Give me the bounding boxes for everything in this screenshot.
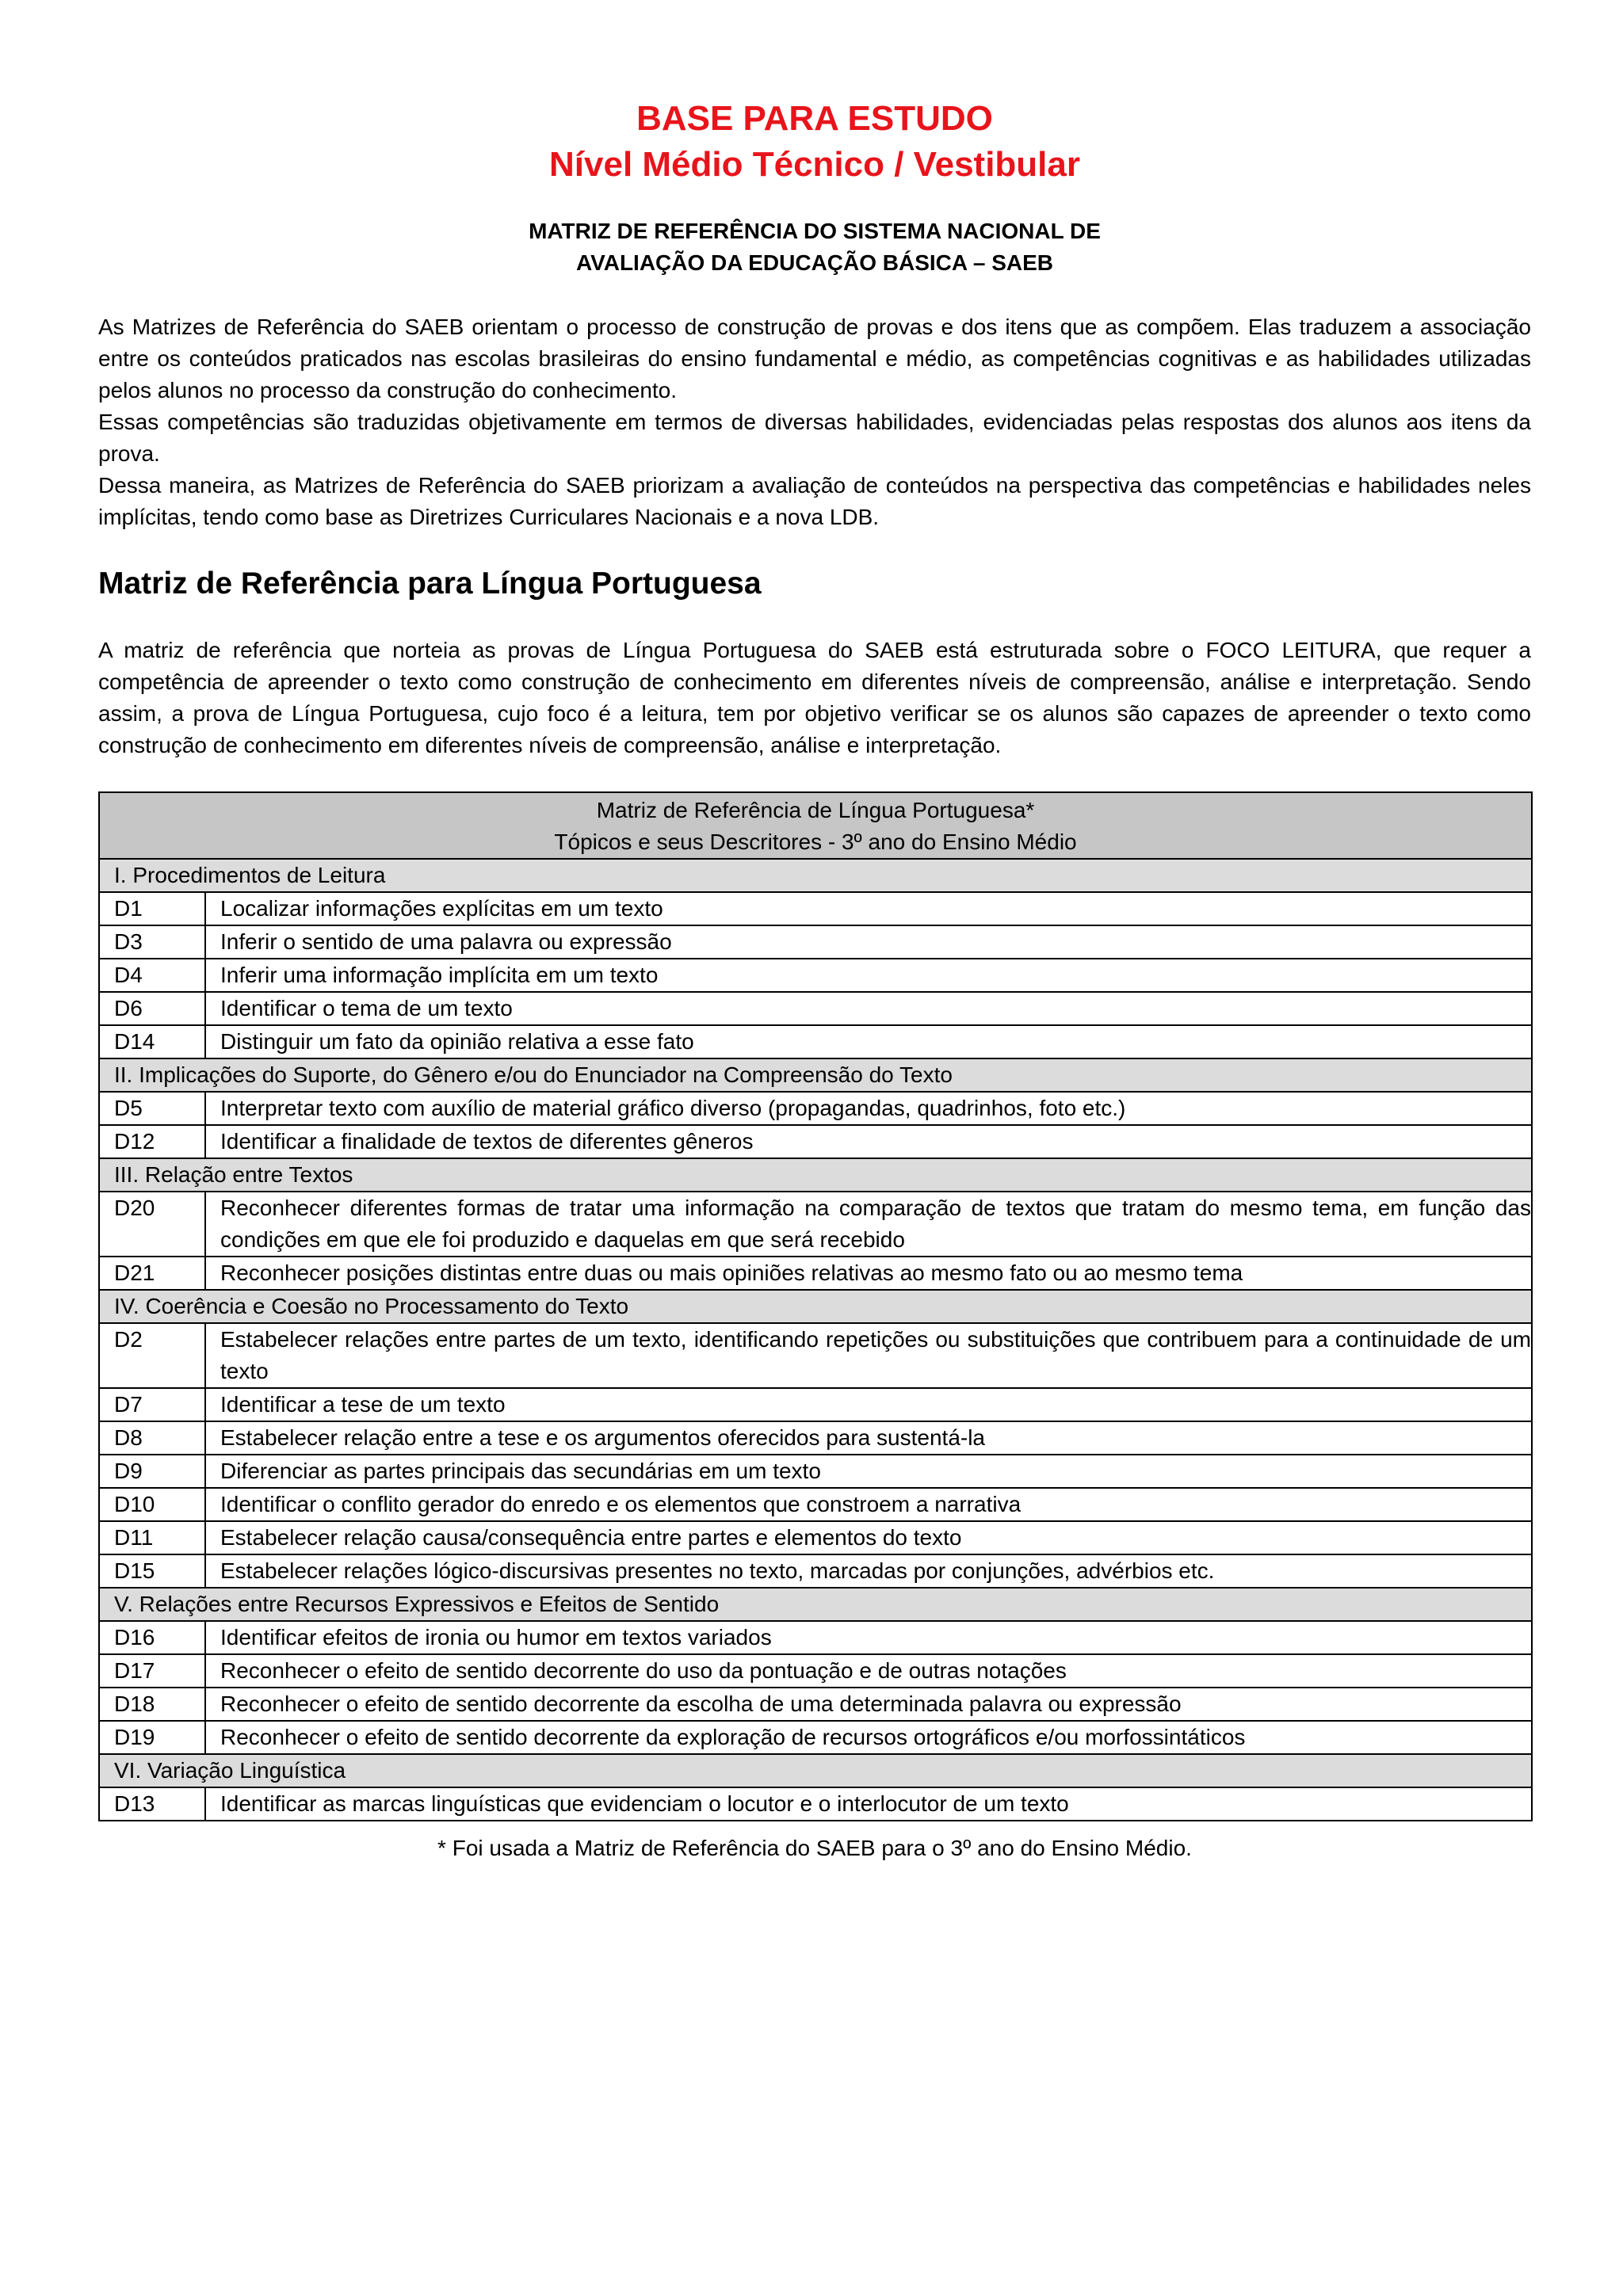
descriptor-code: D12 [99, 1125, 205, 1158]
section-heading: Matriz de Referência para Língua Portuguesa [98, 566, 762, 601]
topic-row [99, 1290, 1532, 1323]
table-row [99, 892, 1532, 925]
descriptor-code: D5 [99, 1092, 205, 1125]
descriptor-text: Reconhecer o efeito de sentido decorrente da exploração de recursos ortográficos e/ou morfossintáticos [205, 1721, 1532, 1754]
topic-title: VI. Variação Linguística [99, 1754, 1532, 1787]
descriptor-code: D10 [99, 1488, 205, 1521]
descriptor-text: Estabelecer relações entre partes de um texto, identificando repetições ou substituições que contribuem para a continuidade de um texto [205, 1323, 1532, 1388]
descriptor-code: D3 [99, 925, 205, 959]
section-paragraph: A matriz de referência que norteia as provas de Língua Portuguesa do SAEB está estruturada sobre o FOCO LEITURA, que requer a competência de apreender o texto como construção de conhecimento em diferentes níveis de compreensão, análise e interpretação. Sendo assim, a prova de Língua Portuguesa, cujo foco é a leitura, tem por objetivo verificar se os alunos são capazes de apreender o texto como construção de conhecimento em diferentes níveis de compreensão, análise e interpretação. [98, 638, 1531, 757]
topic-title: III. Relação entre Textos [99, 1158, 1532, 1192]
descriptor-text: Inferir uma informação implícita em um texto [205, 959, 1532, 992]
topic-title: IV. Coerência e Coesão no Processamento do Texto [99, 1290, 1532, 1323]
descriptor-text: Inferir o sentido de uma palavra ou expressão [205, 925, 1532, 959]
table-row [99, 1654, 1532, 1688]
descriptor-code: D9 [99, 1455, 205, 1488]
topic-title: V. Relações entre Recursos Expressivos e Efeitos de Sentido [99, 1588, 1532, 1621]
topic-row [99, 1158, 1532, 1192]
table-row [99, 1554, 1532, 1588]
table-row [99, 959, 1532, 992]
table-header-line-2: Tópicos e seus Descritores - 3º ano do Ensino Médio [554, 830, 1077, 854]
descriptor-text: Interpretar texto com auxílio de material gráfico diverso (propagandas, quadrinhos, foto etc.) [205, 1092, 1532, 1125]
table-row [99, 1455, 1532, 1488]
descriptor-text: Estabelecer relação entre a tese e os argumentos oferecidos para sustentá-la [205, 1421, 1532, 1455]
topic-row [99, 1588, 1532, 1621]
descriptor-text: Identificar o tema de um texto [205, 992, 1532, 1025]
descriptor-text: Distinguir um fato da opinião relativa a esse fato [205, 1025, 1532, 1058]
matrix-subtitle [98, 215, 1531, 279]
descriptor-text: Identificar as marcas linguísticas que evidenciam o locutor e o interlocutor de um texto [205, 1787, 1532, 1821]
descriptor-code: D13 [99, 1787, 205, 1821]
descriptor-code: D7 [99, 1388, 205, 1421]
descriptor-text: Reconhecer o efeito de sentido decorrente do uso da pontuação e de outras notações [205, 1654, 1532, 1688]
table-header-line-1: Matriz de Referência de Língua Portuguesa* [596, 798, 1035, 822]
descriptor-code: D2 [99, 1323, 205, 1388]
descriptor-code: D11 [99, 1521, 205, 1554]
table-row [99, 925, 1532, 959]
topic-row [99, 859, 1532, 892]
descriptor-code: D8 [99, 1421, 205, 1455]
intro-paragraph-2: Essas competências são traduzidas objetivamente em termos de diversas habilidades, evidenciadas pelas respostas dos alunos aos itens da prova. [98, 410, 1531, 466]
intro-paragraph-3: Dessa maneira, as Matrizes de Referência do SAEB priorizam a avaliação de conteúdos na perspectiva das competências e habilidades neles implícitas, tendo como base as Diretrizes Curriculares Nacionais e a nova LDB. [98, 473, 1531, 529]
descriptor-code: D18 [99, 1688, 205, 1721]
descriptor-text: Reconhecer o efeito de sentido decorrente da escolha de uma determinada palavra ou expressão [205, 1688, 1532, 1721]
reference-matrix-table [98, 791, 1533, 1821]
descriptor-text: Reconhecer diferentes formas de tratar uma informação na comparação de textos que tratam do mesmo tema, em função das condições em que ele foi produzido e daquelas em que será recebido [205, 1192, 1532, 1257]
table-row [99, 1421, 1532, 1455]
descriptor-text: Identificar efeitos de ironia ou humor em textos variados [205, 1621, 1532, 1654]
descriptor-code: D19 [99, 1721, 205, 1754]
table-row [99, 992, 1532, 1025]
descriptor-text: Diferenciar as partes principais das secundárias em um texto [205, 1455, 1532, 1488]
table-row [99, 1025, 1532, 1058]
table-header-row [99, 792, 1532, 859]
table-row [99, 1787, 1532, 1821]
topic-row [99, 1058, 1532, 1092]
topic-title: II. Implicações do Suporte, do Gênero e/ou do Enunciador na Compreensão do Texto [99, 1058, 1532, 1092]
table-row [99, 1688, 1532, 1721]
descriptor-code: D21 [99, 1257, 205, 1290]
table-row [99, 1125, 1532, 1158]
table-row [99, 1488, 1532, 1521]
document-title: BASE PARA ESTUDO [636, 99, 993, 138]
subtitle-line-1: MATRIZ DE REFERÊNCIA DO SISTEMA NACIONAL DE [529, 219, 1101, 243]
table-row [99, 1192, 1532, 1257]
descriptor-text: Identificar o conflito gerador do enredo e os elementos que constroem a narrativa [205, 1488, 1532, 1521]
descriptor-code: D20 [99, 1192, 205, 1257]
descriptor-code: D16 [99, 1621, 205, 1654]
descriptor-text: Estabelecer relação causa/consequência entre partes e elementos do texto [205, 1521, 1532, 1554]
descriptor-code: D17 [99, 1654, 205, 1688]
descriptor-text: Identificar a finalidade de textos de diferentes gêneros [205, 1125, 1532, 1158]
subtitle-line-2: AVALIAÇÃO DA EDUCAÇÃO BÁSICA – SAEB [575, 250, 1054, 275]
topic-title: I. Procedimentos de Leitura [99, 859, 1532, 892]
table-row [99, 1092, 1532, 1125]
descriptor-code: D15 [99, 1554, 205, 1588]
table-row [99, 1721, 1532, 1754]
descriptor-code: D1 [99, 892, 205, 925]
table-row [99, 1257, 1532, 1290]
descriptor-text: Localizar informações explícitas em um texto [205, 892, 1532, 925]
table-body [99, 859, 1532, 1821]
table-header [99, 792, 1532, 859]
descriptor-code: D4 [99, 959, 205, 992]
footnote: * Foi usada a Matriz de Referência do SAEB para o 3º ano do Ensino Médio. [437, 1836, 1192, 1860]
descriptor-text: Identificar a tese de um texto [205, 1388, 1532, 1421]
table-row [99, 1323, 1532, 1388]
table-row [99, 1388, 1532, 1421]
table-row [99, 1521, 1532, 1554]
table-row [99, 1621, 1532, 1654]
topic-row [99, 1754, 1532, 1787]
intro-paragraph-1: As Matrizes de Referência do SAEB orientam o processo de construção de provas e dos itens que as compõem. Elas traduzem a associação entre os conteúdos praticados nas escolas brasileiras do ensino fundamental e médio, as competências cognitivas e as habilidades utilizadas pelos alunos no processo da construção do conhecimento. [98, 315, 1531, 402]
descriptor-code: D14 [99, 1025, 205, 1058]
descriptor-text: Reconhecer posições distintas entre duas ou mais opiniões relativas ao mesmo fato ou ao mesmo tema [205, 1257, 1532, 1290]
descriptor-code: D6 [99, 992, 205, 1025]
descriptor-text: Estabelecer relações lógico-discursivas presentes no texto, marcadas por conjunções, advérbios etc. [205, 1554, 1532, 1588]
document-subtitle-red: Nível Médio Técnico / Vestibular [549, 145, 1080, 184]
